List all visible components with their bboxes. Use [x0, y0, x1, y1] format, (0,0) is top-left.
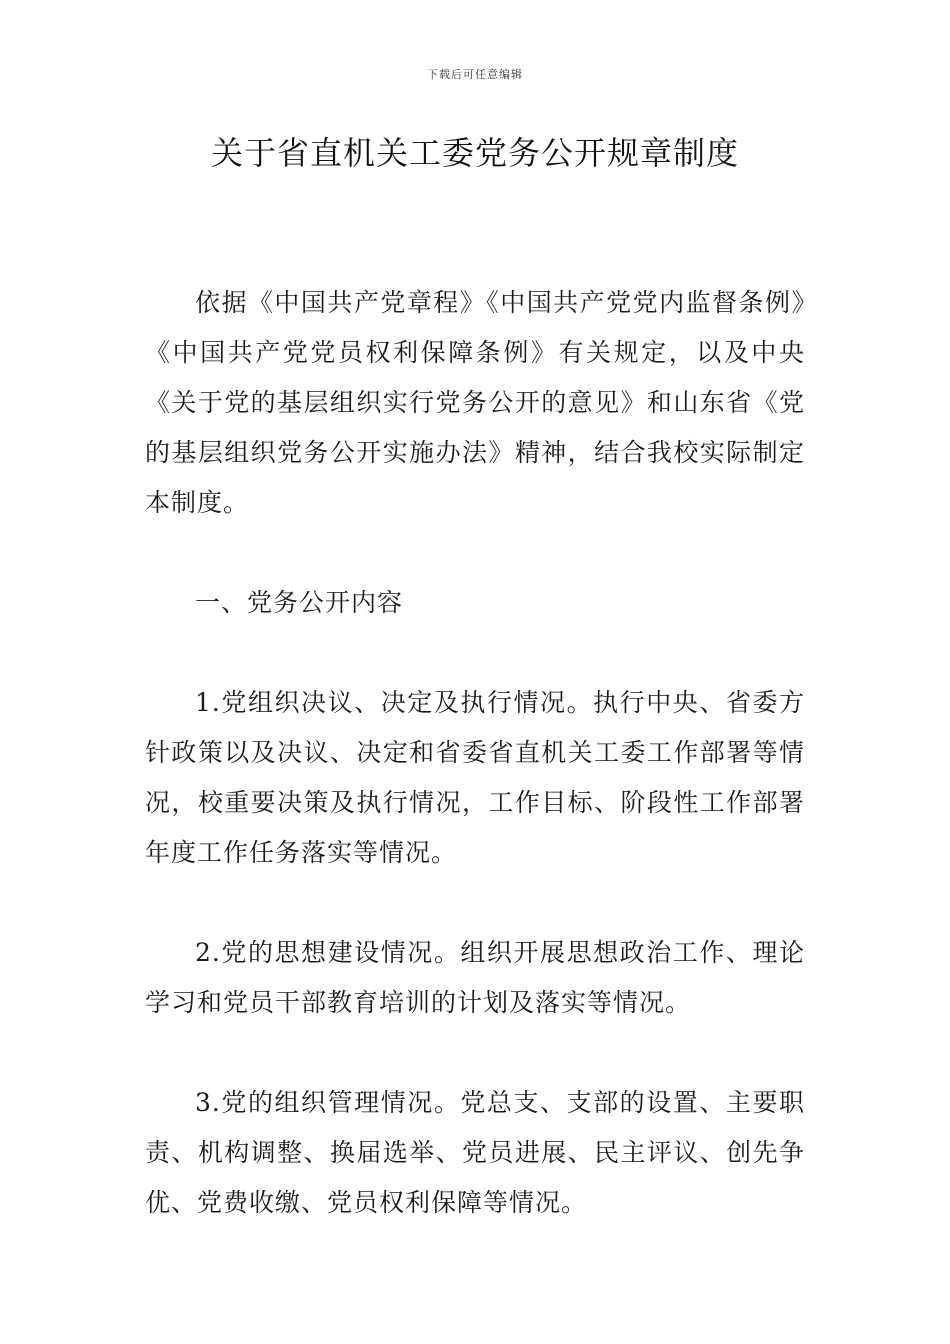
intro-paragraph: 依据《中国共产党章程》《中国共产党党内监督条例》《中国共产党党员权利保障条例》有关规定，以及中央《关于党的基层组织实行党务公开的意见》和山东省《党的基层组织党务公开实施办法》精神，结合我校实际制定本制度。: [145, 288, 805, 517]
section-heading: 一、党务公开内容: [195, 588, 404, 617]
document-body: [145, 278, 805, 1278]
header-note: 下载后可任意编辑: [427, 68, 523, 81]
item-paragraph-1: 1.党组织决议、决定及执行情况。执行中央、省委方针政策以及决议、决定和省委省直机关工委工作部署等情况，校重要决策及执行情况，工作目标、阶段性工作部署年度工作任务落实等情况。: [145, 688, 805, 867]
document-title: 关于省直机关工委党务公开规章制度: [210, 134, 739, 172]
item-paragraph-3: 3.党的组织管理情况。党总支、支部的设置、主要职责、机构调整、换届选举、党员进展、民主评议、创先争优、党费收缴、党员权利保障等情况。: [145, 1088, 805, 1217]
item-paragraph-2: 2.党的思想建设情况。组织开展思想政治工作、理论学习和党员干部教育培训的计划及落实等情况。: [145, 938, 805, 1017]
